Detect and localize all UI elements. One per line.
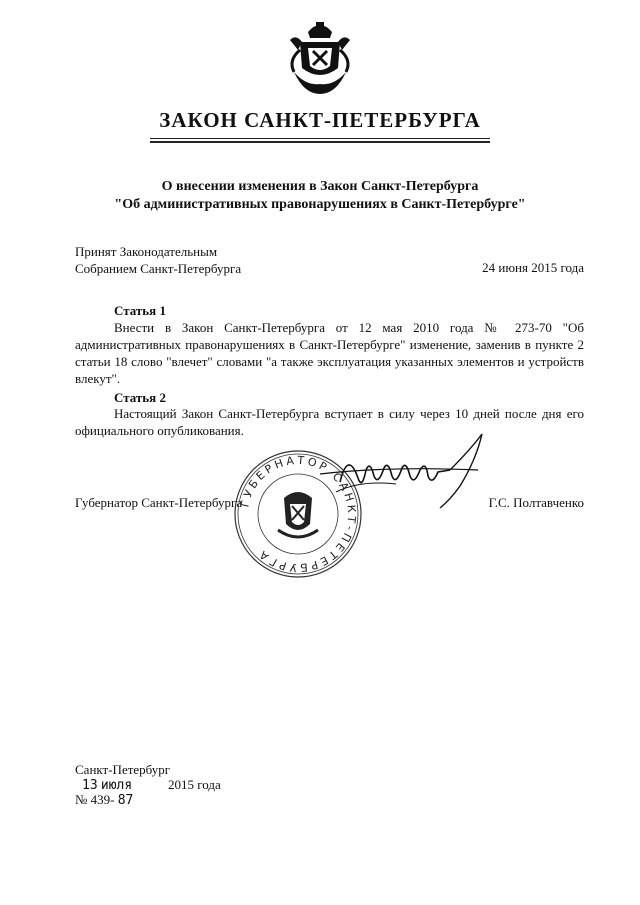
coat-of-arms-icon (286, 20, 354, 98)
adoption-date: 24 июня 2015 года (482, 260, 584, 275)
law-number-value: 87 (117, 793, 134, 808)
article-2-heading: Статья 2 (114, 390, 166, 405)
article-1-text: Внести в Закон Санкт-Петербурга от 12 мая 2010 года № 273-70 "Об административных правонарушениях в Санкт-Петербурге" изменение, заменив в пункте 2 статьи 18 слово "влечет" словами "а также эксплуатация указанных элементов и устройств влекут". (75, 320, 584, 386)
governor-title: Губернатор Санкт-Петербурга (75, 495, 243, 510)
law-number-prefix: № 439- (75, 792, 115, 807)
article-1-heading: Статья 1 (114, 303, 166, 318)
document-title-line-1: О внесении изменения в Закон Санкт-Петербурга (161, 179, 479, 194)
article-2-text: Настоящий Закон Санкт-Петербурга вступает в силу через 10 дней после дня его официального опубликования. (75, 406, 584, 438)
document-title-line-2: "Об административных правонарушениях в Санкт-Петербурге" (114, 197, 526, 212)
law-header: ЗАКОН САНКТ-ПЕТЕРБУРГА (159, 108, 481, 132)
seal-text: ГУБЕРНАТОР САНКТ-ПЕТЕРБУРГА (238, 453, 359, 575)
law-number (75, 792, 133, 808)
signing-year: 2015 года (168, 777, 221, 792)
signing-day: 13 (82, 778, 98, 793)
header-divider-thick (150, 141, 490, 143)
signing-date (82, 777, 132, 793)
adoption-line-1: Принят Законодательным (75, 244, 218, 259)
signing-month: июля (100, 778, 133, 793)
header-divider-thin (150, 138, 490, 139)
document-title (0, 178, 640, 214)
handwritten-signature (300, 430, 490, 510)
signing-place: Санкт-Петербург (75, 762, 171, 777)
adoption-body (75, 243, 241, 277)
adoption-line-2: Собранием Санкт-Петербурга (75, 261, 242, 276)
governor-name: Г.С. Полтавченко (488, 495, 584, 510)
